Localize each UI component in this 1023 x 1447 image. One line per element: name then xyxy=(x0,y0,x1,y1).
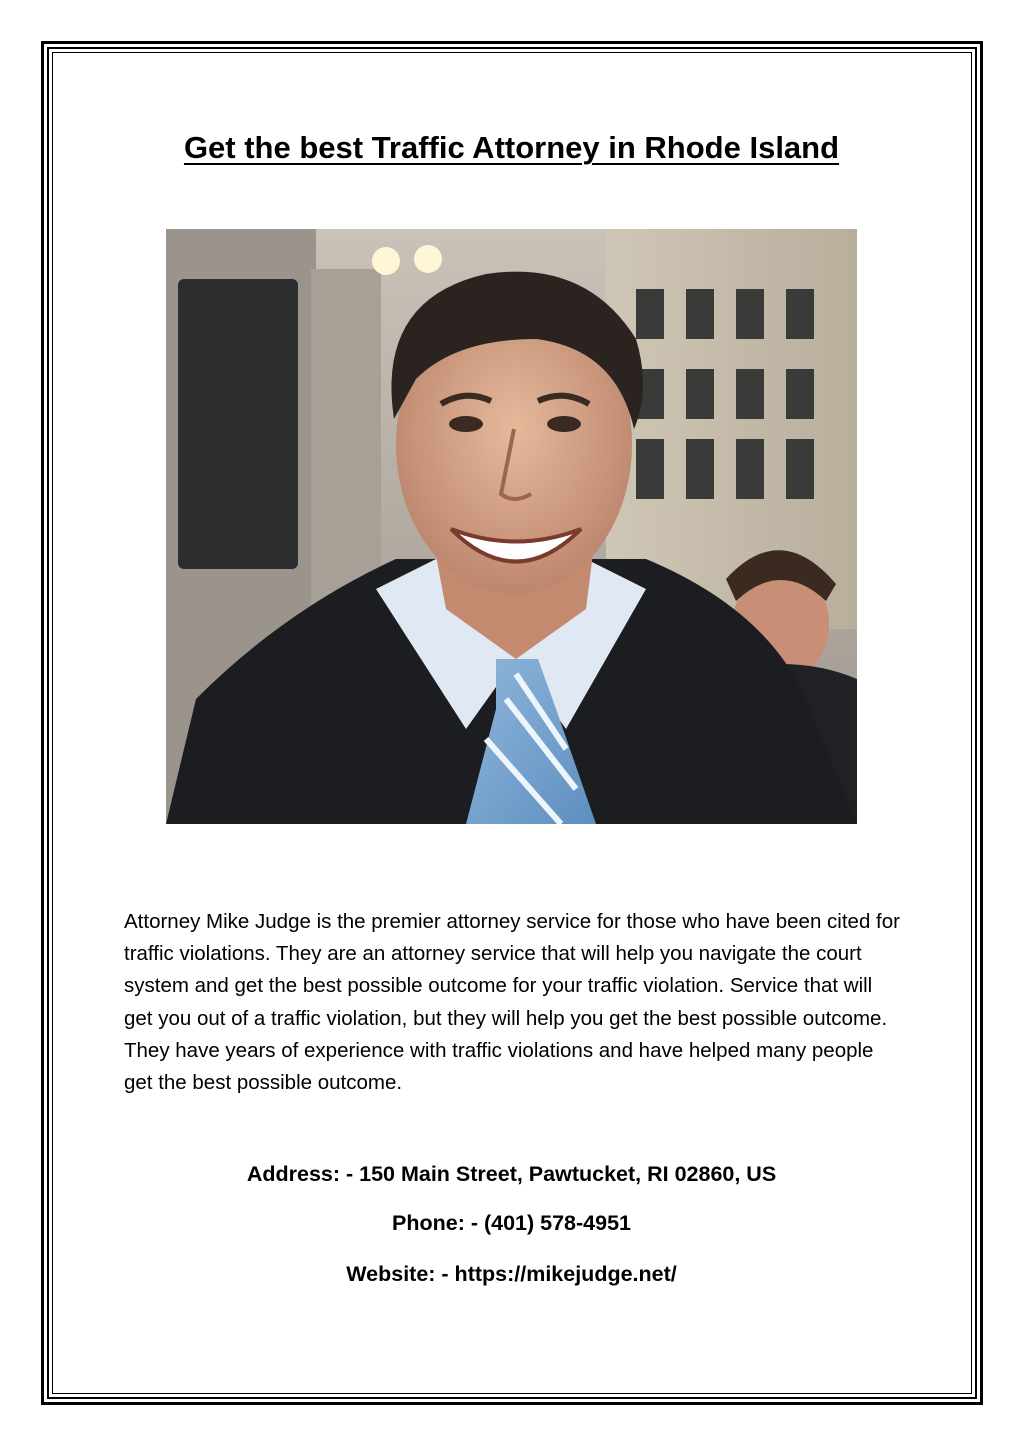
contact-phone: Phone: - (401) 578-4951 xyxy=(392,1211,631,1235)
attorney-portrait-photo xyxy=(166,229,857,824)
attorney-description: Attorney Mike Judge is the premier attorney service for those who have been cited for traffic violations. They are an attorney service that will help you navigate the court system and get the best possible outcome for your traffic violation. Service that will get you out of a traffic violation, but they will help you get the best possible outcome. They have years of experience with traffic violations and have helped many people get the best possible outcome. xyxy=(124,910,900,1095)
portrait-photo-icon xyxy=(166,229,857,824)
contact-address: Address: - 150 Main Street, Pawtucket, RI 02860, US xyxy=(246,1162,777,1186)
page-title xyxy=(0,128,1023,168)
page-title-text: Get the best Traffic Attorney in Rhode Island xyxy=(183,130,840,165)
contact-website: Website: - https://mikejudge.net/ xyxy=(346,1262,677,1286)
